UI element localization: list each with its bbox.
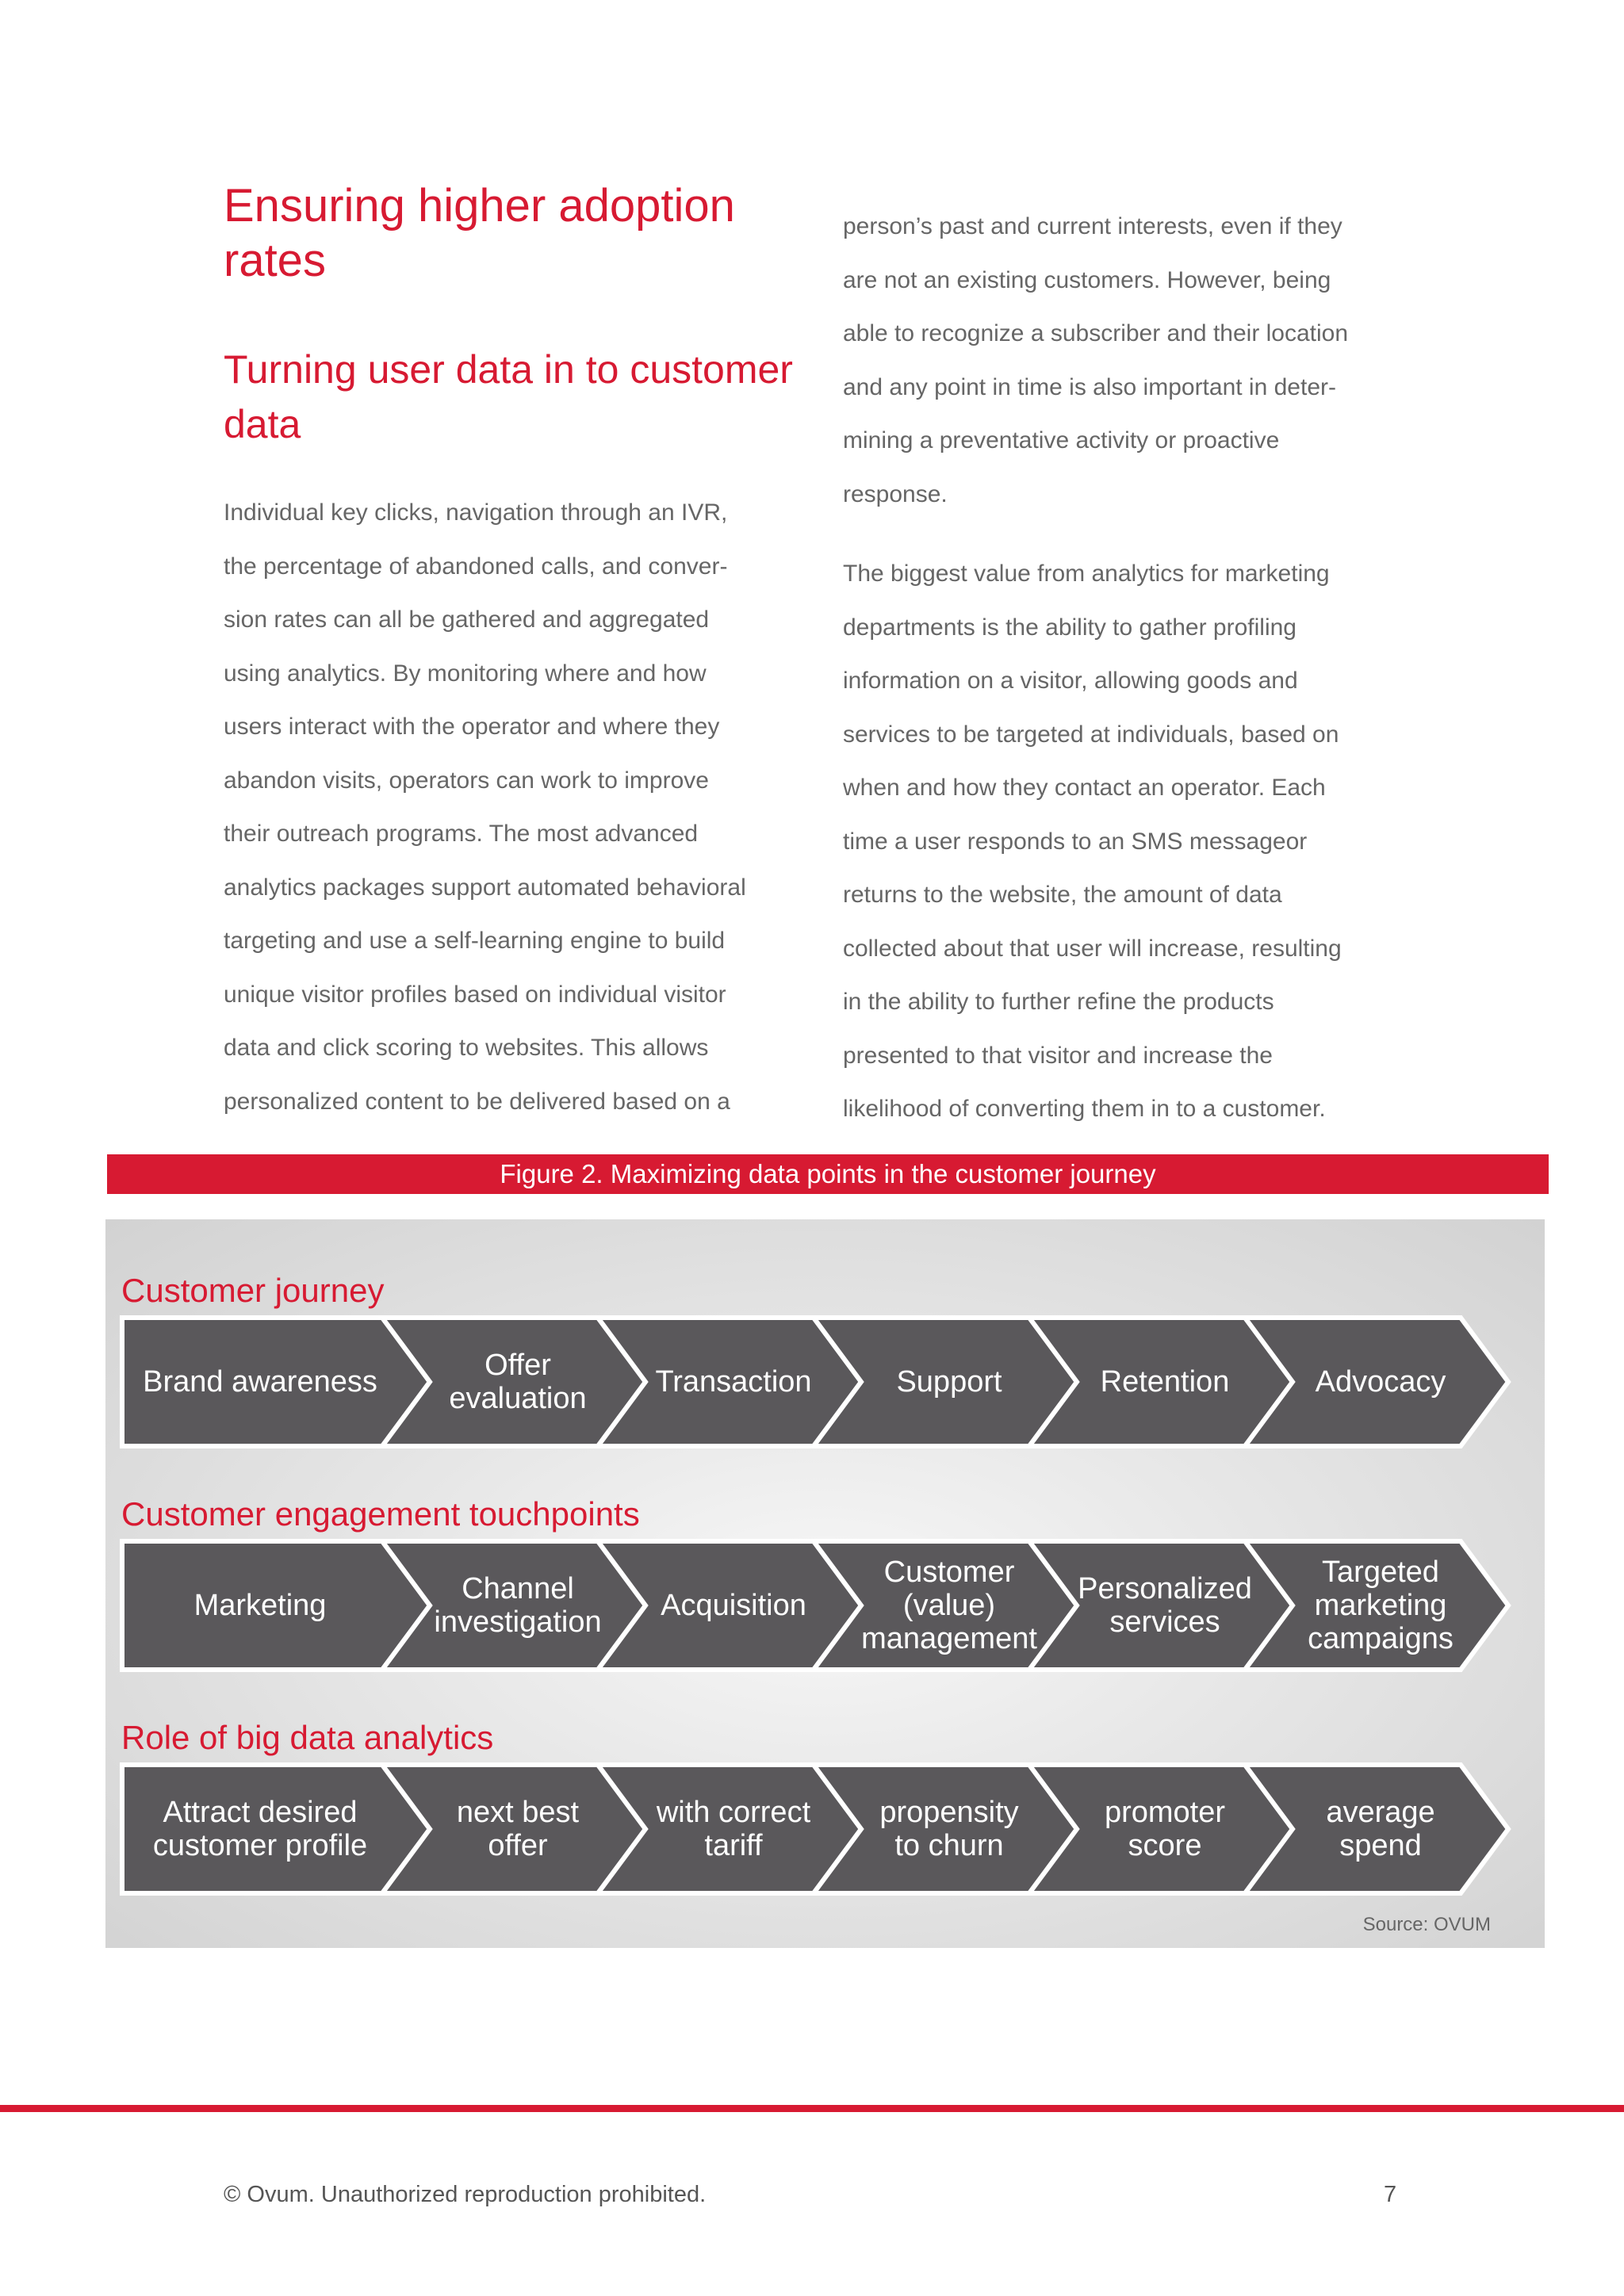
text-line: in the ability to further refine the products [843,989,1274,1015]
customer-journey-figure [105,1219,1545,1948]
text-line: mining a preventative activity or proactive [843,427,1280,453]
chevron-step-label: propensity to churn [879,1796,1019,1862]
text-line: personalized content to be delivered based on a [224,1088,730,1115]
row-title-customer-journey: Customer journey [121,1272,385,1309]
page-heading: Ensuring higher adoption rates [224,180,735,286]
chevron-step-label: Retention [1100,1365,1230,1399]
text-line: targeting and use a self-learning engine to build [224,928,726,954]
row-engagement-touchpoints [119,1538,1516,1673]
text-line: information on a visitor, allowing goods and [843,668,1298,694]
right-column-paragraph-2 [843,547,1414,1136]
text-line: are not an existing customers. However, being [843,266,1331,293]
text-line: using analytics. By monitoring where and how [224,660,707,687]
text-line: able to recognize a subscriber and their location [843,320,1349,346]
row-customer-journey [119,1314,1516,1449]
chevron-step-label: Advocacy [1315,1365,1446,1399]
text-line: analytics packages support automated behavioral [224,874,746,901]
text-line: the percentage of abandoned calls, and conver- [224,553,728,580]
copyright-notice: © Ovum. Unauthorized reproduction prohibited. [224,2182,707,2207]
chevron-step-label: promoter score [1104,1796,1226,1862]
chevron-step-label: Attract desired customer profile [152,1796,368,1862]
chevron-step-label: Brand awareness [143,1365,377,1399]
figure-source: Source: OVUM [1362,1914,1491,1935]
text-line: their outreach programs. The most advanced [224,821,699,847]
text-line: collected about that user will increase, resulting [843,935,1342,962]
text-line: unique visitor profiles based on individual visitor [224,981,726,1008]
chevron-step-label: Transaction [655,1365,812,1399]
row-title-engagement-touchpoints: Customer engagement touchpoints [121,1495,640,1533]
chevron-step-label: next best offer [456,1796,580,1862]
left-column-text [224,486,795,1128]
chevron-step-label: Marketing [193,1589,327,1622]
text-line: person’s past and current interests, even if they [843,213,1342,239]
row-big-data-analytics [119,1762,1516,1896]
text-line: when and how they contact an operator. Each [843,775,1326,801]
chevron-step-label: Targeted marketing campaigns [1308,1556,1454,1655]
chevron-step-label: Acquisition [661,1589,806,1622]
chevron-step-label: Support [896,1365,1002,1399]
footer-rule [0,2105,1624,2112]
section-subheading: Turning user data in to customer data [224,347,793,446]
text-line: abandon visits, operators can work to improve [224,767,709,794]
text-line: services to be targeted at individuals, based on [843,721,1339,748]
text-line: time a user responds to an SMS messageor [843,828,1308,855]
chevron-step-label: Customer (value) management [861,1556,1037,1655]
text-line: response. [843,480,948,507]
text-line: presented to that visitor and increase the [843,1042,1273,1069]
text-line: likelihood of converting them in to a customer. [843,1096,1326,1122]
figure-caption: Figure 2. Maximizing data points in the customer journey [107,1154,1549,1194]
right-column-paragraph-1 [843,200,1414,521]
row-title-big-data-analytics: Role of big data analytics [121,1719,494,1756]
text-line: data and click scoring to websites. This allows [224,1035,709,1061]
text-line: sion rates can all be gathered and aggregated [224,607,710,633]
page-number: 7 [1384,2182,1397,2207]
text-line: users interact with the operator and where they [224,714,720,740]
chevron-step-label: Channel investigation [434,1572,602,1639]
chevron-step-label: Personalized services [1078,1572,1252,1639]
text-line: Individual key clicks, navigation through an IVR, [224,499,728,526]
chevron-step-label: Offer evaluation [449,1349,587,1415]
chevron-step-label: average spend [1326,1796,1435,1862]
chevron-step-label: with correct tariff [656,1796,811,1862]
text-line: departments is the ability to gather profiling [843,614,1297,641]
text-line: returns to the website, the amount of data [843,882,1282,908]
text-line: and any point in time is also important in deter- [843,373,1336,400]
text-line: The biggest value from analytics for marketing [843,561,1330,587]
